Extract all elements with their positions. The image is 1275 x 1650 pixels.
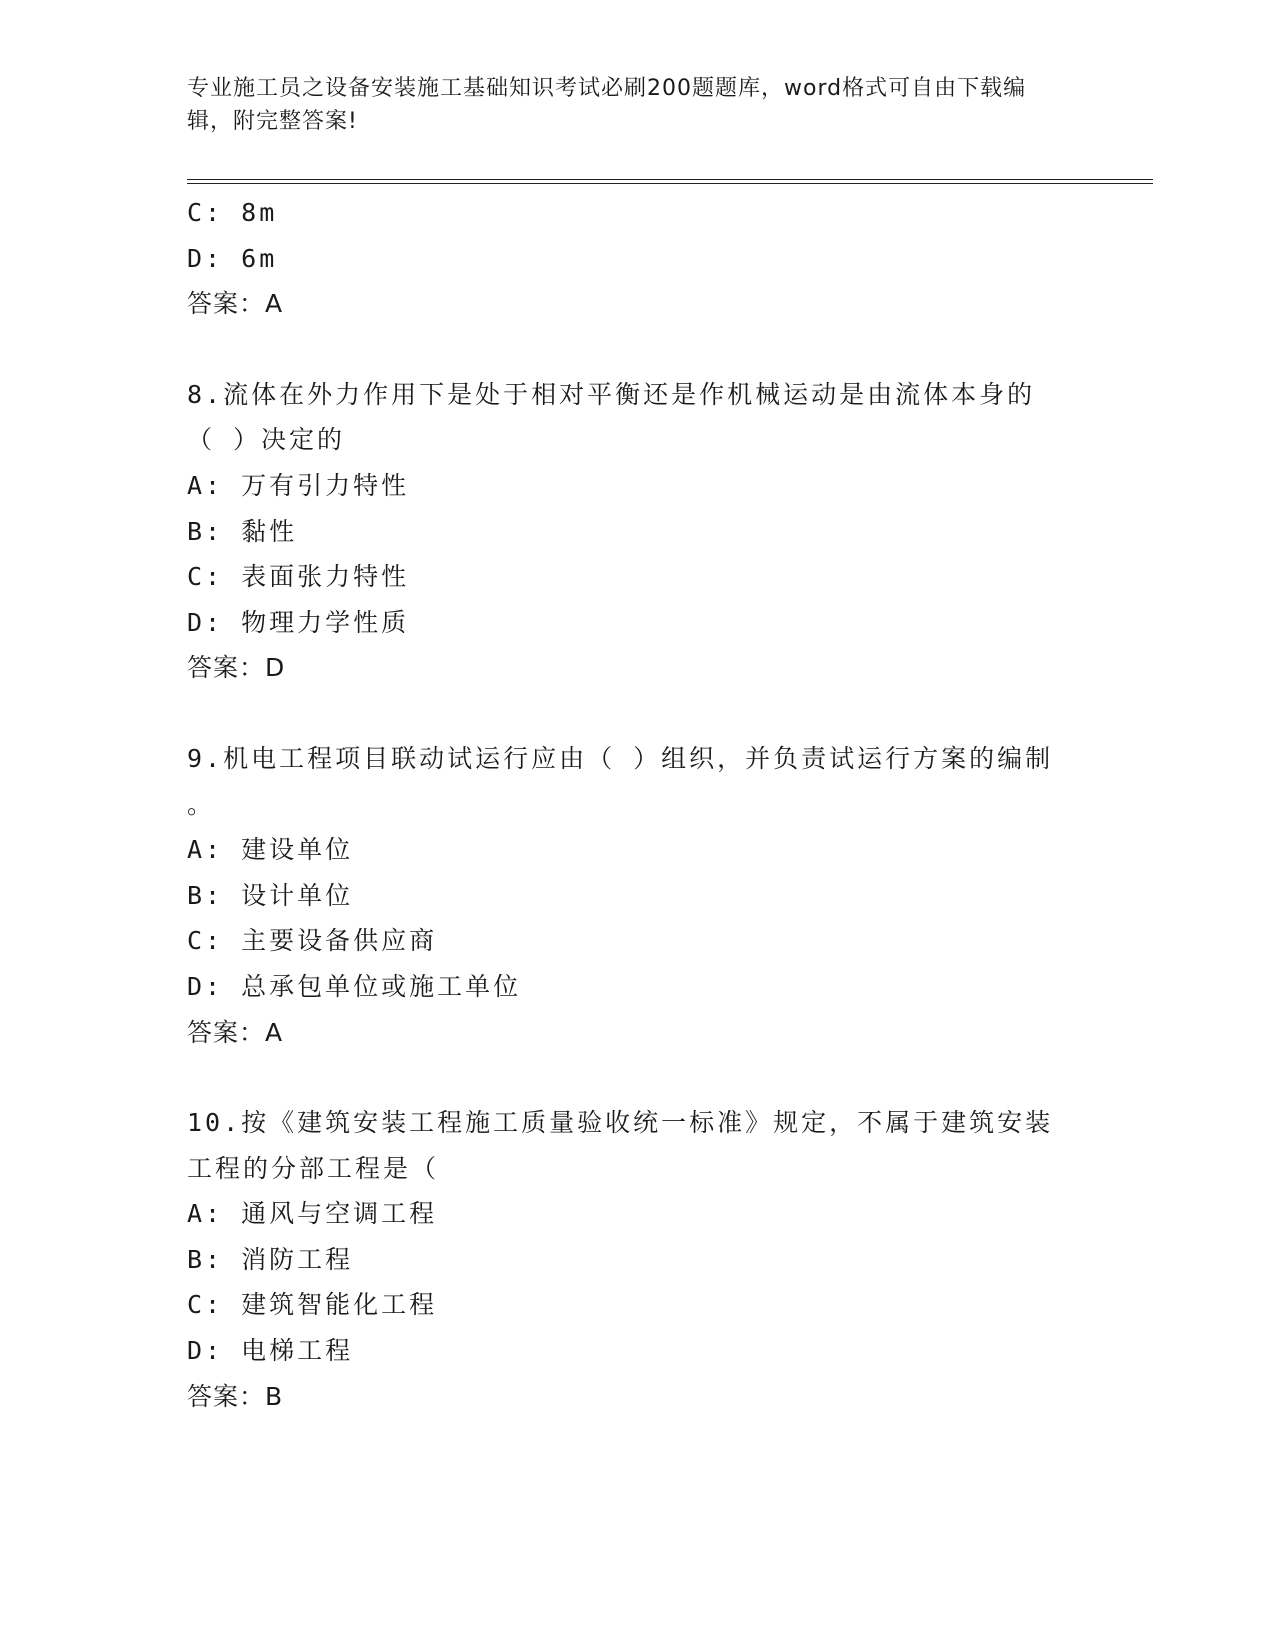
question-stem-continued: 。	[187, 789, 216, 819]
option-c: C: 主要设备供应商	[187, 926, 438, 956]
question-9	[187, 736, 1087, 1055]
answer-line: 答案：A	[187, 1017, 284, 1047]
option-a: A: 通风与空调工程	[187, 1199, 438, 1229]
option-c: C: 表面张力特性	[187, 562, 410, 592]
header-divider-top	[187, 179, 1153, 180]
question-10	[187, 1100, 1087, 1419]
option-d: D: 电梯工程	[187, 1336, 354, 1366]
question-stem: 9.机电工程项目联动试运行应由（ ）组织，并负责试运行方案的编制	[187, 743, 1054, 773]
option-d: D: 物理力学性质	[187, 607, 410, 637]
option-a: A: 万有引力特性	[187, 470, 410, 500]
option-c: C: 建筑智能化工程	[187, 1290, 438, 1320]
spacer	[187, 327, 1087, 372]
question-stem-continued: 工程的分部工程是（	[187, 1153, 440, 1183]
question-stem: 10.按《建筑安装工程施工质量验收统一标准》规定，不属于建筑安装	[187, 1108, 1054, 1138]
option-d: D: 总承包单位或施工单位	[187, 971, 522, 1001]
spacer	[187, 1055, 1087, 1100]
question-8	[187, 372, 1087, 691]
question-stem-continued: （ ）决定的	[187, 425, 346, 455]
answer-line: 答案：D	[187, 653, 286, 683]
option-c: C: 8m	[187, 198, 278, 227]
option-b: B: 消防工程	[187, 1244, 354, 1274]
document-title: 专业施工员之设备安装施工基础知识考试必刷200题题库，word格式可自由下载编辑，附完整答案!	[187, 76, 1027, 134]
document-header	[187, 72, 1067, 138]
question-list	[187, 190, 1087, 1419]
question-stem: 8.流体在外力作用下是处于相对平衡还是作机械运动是由流体本身的	[187, 379, 1036, 409]
option-b: B: 设计单位	[187, 880, 354, 910]
option-a: A: 建设单位	[187, 835, 354, 865]
option-b: B: 黏性	[187, 516, 298, 546]
header-divider-bottom	[187, 183, 1153, 184]
answer-line: 答案：A	[187, 289, 284, 319]
option-d: D: 6m	[187, 243, 278, 273]
spacer	[187, 691, 1087, 736]
previous-question-tail	[187, 190, 1087, 327]
answer-line: 答案：B	[187, 1381, 284, 1411]
